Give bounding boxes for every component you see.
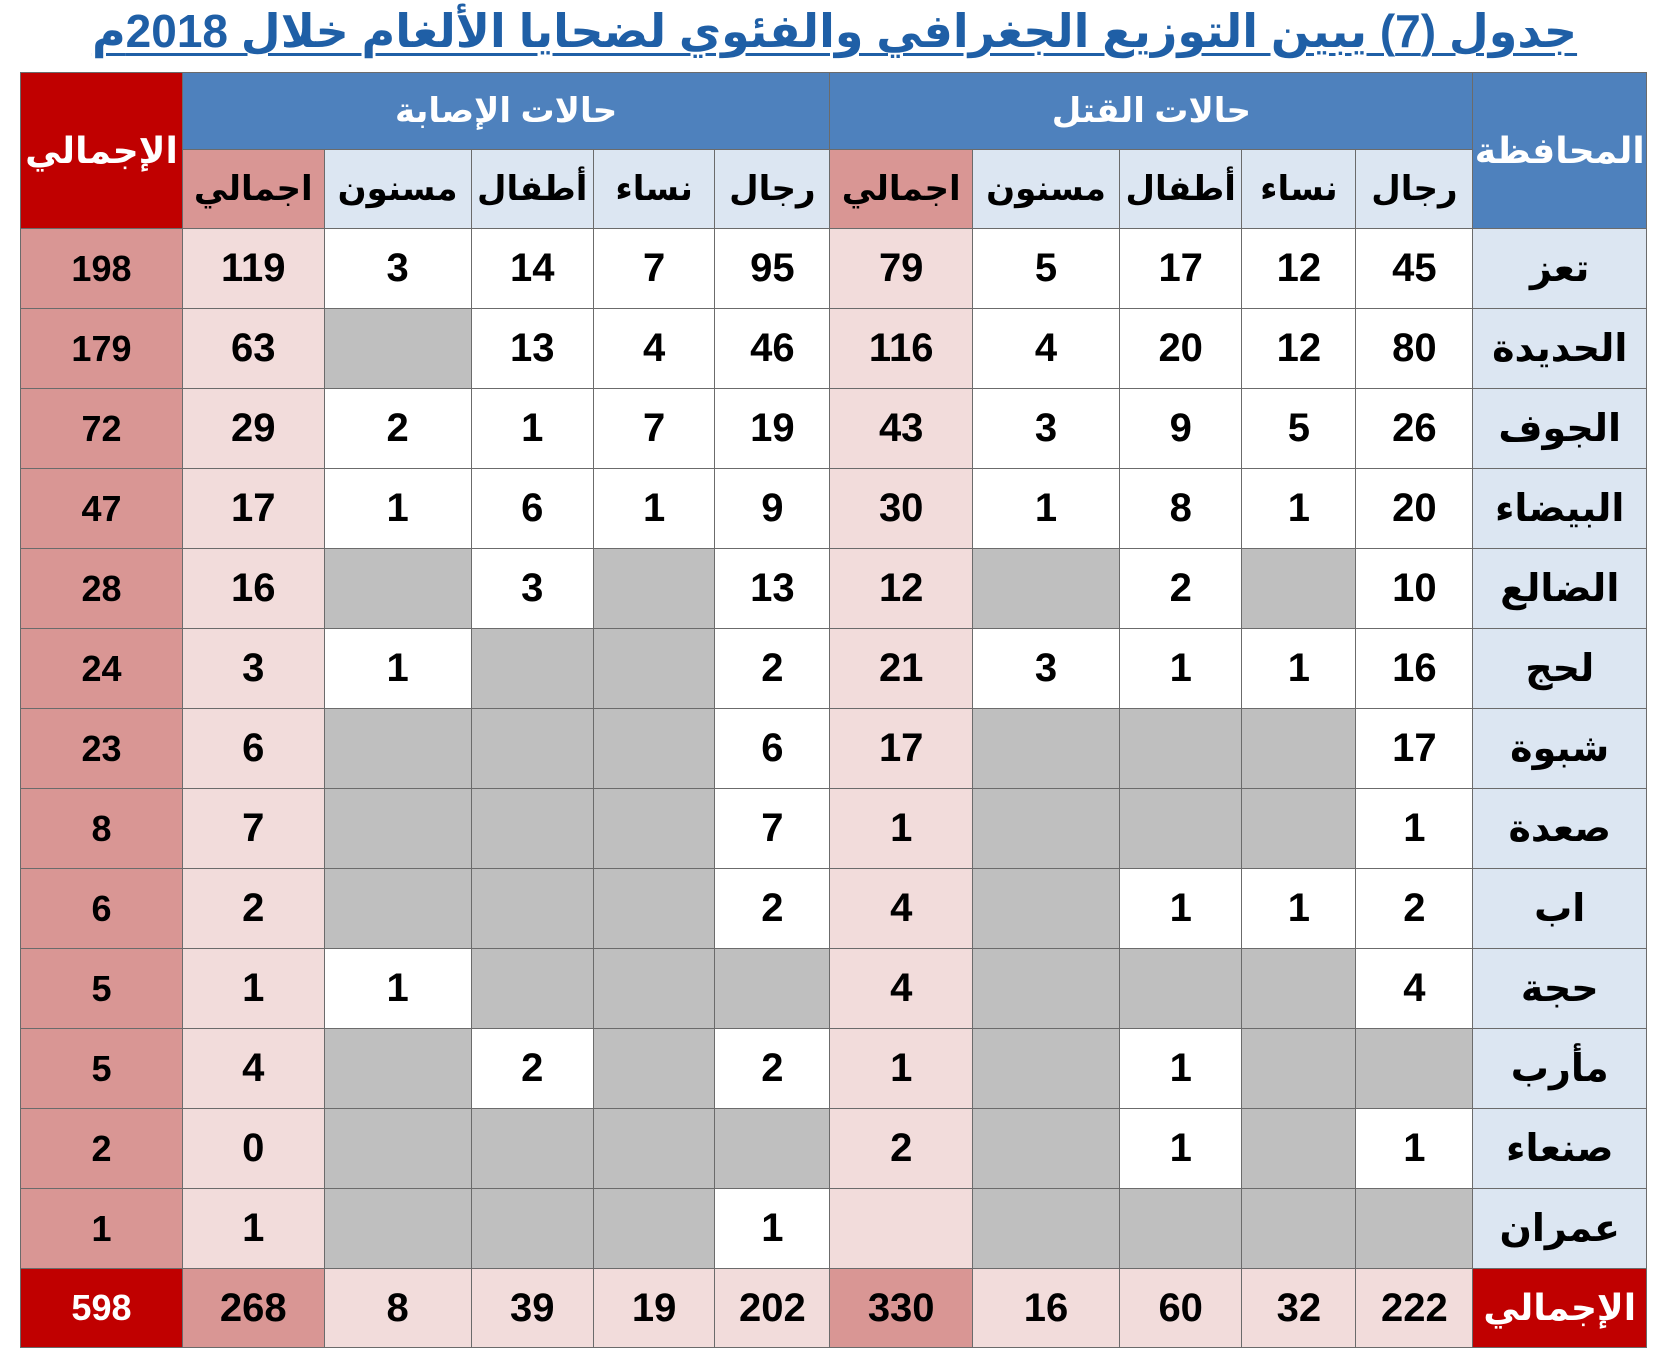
injured-children-header: أطفال [471,150,593,229]
injured-men-cell [715,949,830,1029]
table-row [21,869,1647,949]
killed-children-cell [1119,1189,1241,1269]
total-killed-women-cell: 32 [1242,1269,1356,1348]
killed-total-cell: 21 [830,629,973,709]
injured-women-cell: 4 [593,309,714,389]
injured-men-cell: 46 [715,309,830,389]
injured-women-cell [593,709,714,789]
row-grand-total-cell: 5 [21,949,183,1029]
killed-women-cell [1242,1029,1356,1109]
injured-women-cell [593,1189,714,1269]
row-grand-total-cell: 72 [21,389,183,469]
total-killed-men-cell: 222 [1356,1269,1473,1348]
injured-total-cell: 6 [182,709,324,789]
injured-children-cell [471,709,593,789]
killed-total-cell [830,1189,973,1269]
injured-children-cell: 6 [471,469,593,549]
row-grand-total-cell: 179 [21,309,183,389]
total-injured-women-cell: 19 [593,1269,714,1348]
injured-children-cell [471,869,593,949]
row-grand-total-cell: 24 [21,629,183,709]
killed-elderly-cell [973,789,1120,869]
total-killed-total-cell: 330 [830,1269,973,1348]
killed-men-cell [1356,1189,1473,1269]
injured-children-cell [471,629,593,709]
governorate-name: شبوة [1473,709,1647,789]
row-grand-total-cell: 8 [21,789,183,869]
killed-elderly-cell [973,1189,1120,1269]
killed-men-cell: 17 [1356,709,1473,789]
injured-total-cell: 1 [182,949,324,1029]
injured-women-cell [593,949,714,1029]
governorate-name: عمران [1473,1189,1647,1269]
injured-group-header: حالات الإصابة [182,73,829,150]
totals-label: الإجمالي [1473,1269,1647,1348]
injured-elderly-cell [324,309,471,389]
injured-men-cell: 95 [715,229,830,309]
killed-children-cell: 20 [1119,309,1241,389]
injured-total-cell: 1 [182,1189,324,1269]
governorate-name: صنعاء [1473,1109,1647,1189]
injured-elderly-header: مسنون [324,150,471,229]
killed-women-cell [1242,549,1356,629]
overall-grand-total-cell: 598 [21,1269,183,1348]
killed-total-cell: 17 [830,709,973,789]
killed-men-cell: 2 [1356,869,1473,949]
injured-elderly-cell: 2 [324,389,471,469]
total-killed-children-cell: 60 [1119,1269,1241,1348]
killed-elderly-cell: 5 [973,229,1120,309]
injured-women-header: نساء [593,150,714,229]
injured-men-cell: 13 [715,549,830,629]
governorate-name: الضالع [1473,549,1647,629]
governorate-header: المحافظة [1473,73,1647,229]
killed-women-cell: 1 [1242,629,1356,709]
total-injured-total-cell: 268 [182,1269,324,1348]
governorate-name: اب [1473,869,1647,949]
injured-men-cell [715,1109,830,1189]
killed-men-header: رجال [1356,150,1473,229]
table-row [21,709,1647,789]
injured-children-cell [471,1189,593,1269]
table-row [21,549,1647,629]
killed-total-cell: 12 [830,549,973,629]
total-injured-elderly-cell: 8 [324,1269,471,1348]
killed-total-cell: 4 [830,869,973,949]
killed-men-cell: 20 [1356,469,1473,549]
killed-children-cell: 17 [1119,229,1241,309]
row-grand-total-cell: 1 [21,1189,183,1269]
killed-men-cell: 45 [1356,229,1473,309]
row-grand-total-cell: 47 [21,469,183,549]
table-row [21,389,1647,469]
governorate-name: حجة [1473,949,1647,1029]
killed-men-cell [1356,1029,1473,1109]
grand-total-header: الإجمالي [21,73,183,229]
governorate-name: تعز [1473,229,1647,309]
injured-total-cell: 3 [182,629,324,709]
killed-elderly-cell [973,1029,1120,1109]
killed-elderly-header: مسنون [973,150,1120,229]
killed-men-cell: 10 [1356,549,1473,629]
killed-women-cell [1242,949,1356,1029]
killed-children-cell: 2 [1119,549,1241,629]
row-grand-total-cell: 5 [21,1029,183,1109]
killed-children-header: أطفال [1119,150,1241,229]
table-row [21,1189,1647,1269]
killed-women-cell [1242,1109,1356,1189]
injured-children-cell [471,789,593,869]
killed-total-cell: 30 [830,469,973,549]
injured-children-cell: 14 [471,229,593,309]
injured-total-cell: 2 [182,869,324,949]
killed-men-cell: 80 [1356,309,1473,389]
injured-total-header: اجمالي [182,150,324,229]
killed-women-cell: 1 [1242,869,1356,949]
injured-elderly-cell [324,1029,471,1109]
table-row [21,469,1647,549]
injured-elderly-cell: 1 [324,469,471,549]
killed-elderly-cell [973,1109,1120,1189]
killed-women-cell [1242,789,1356,869]
killed-total-header: اجمالي [830,150,973,229]
killed-elderly-cell [973,869,1120,949]
killed-men-cell: 26 [1356,389,1473,469]
injured-women-cell: 1 [593,469,714,549]
row-grand-total-cell: 23 [21,709,183,789]
row-grand-total-cell: 2 [21,1109,183,1189]
header-row-groups [21,73,1647,150]
killed-children-cell [1119,709,1241,789]
injured-total-cell: 119 [182,229,324,309]
killed-total-cell: 43 [830,389,973,469]
table-row [21,789,1647,869]
killed-women-cell: 12 [1242,229,1356,309]
injured-total-cell: 16 [182,549,324,629]
injured-men-cell: 7 [715,789,830,869]
injured-children-cell [471,1109,593,1189]
injured-men-cell: 19 [715,389,830,469]
injured-total-cell: 63 [182,309,324,389]
injured-children-cell [471,949,593,1029]
injured-women-cell [593,549,714,629]
killed-women-cell: 1 [1242,469,1356,549]
killed-children-cell: 8 [1119,469,1241,549]
table-row [21,229,1647,309]
injured-children-cell: 1 [471,389,593,469]
injured-elderly-cell [324,709,471,789]
killed-total-cell: 116 [830,309,973,389]
injured-men-header: رجال [715,150,830,229]
injured-elderly-cell [324,1189,471,1269]
injured-elderly-cell: 3 [324,229,471,309]
killed-children-cell: 1 [1119,1109,1241,1189]
injured-women-cell [593,789,714,869]
governorate-name: لحج [1473,629,1647,709]
killed-elderly-cell [973,549,1120,629]
injured-elderly-cell [324,869,471,949]
killed-elderly-cell: 1 [973,469,1120,549]
killed-elderly-cell: 4 [973,309,1120,389]
killed-children-cell: 9 [1119,389,1241,469]
killed-group-header: حالات القتل [830,73,1473,150]
total-injured-men-cell: 202 [715,1269,830,1348]
killed-children-cell [1119,789,1241,869]
injured-total-cell: 4 [182,1029,324,1109]
landmine-victims-table [20,72,1647,1348]
injured-elderly-cell: 1 [324,629,471,709]
table-row [21,1029,1647,1109]
injured-elderly-cell: 1 [324,949,471,1029]
killed-children-cell [1119,949,1241,1029]
injured-children-cell: 3 [471,549,593,629]
killed-total-cell: 1 [830,1029,973,1109]
table-row [21,1109,1647,1189]
injured-men-cell: 6 [715,709,830,789]
total-killed-elderly-cell: 16 [973,1269,1120,1348]
killed-men-cell: 1 [1356,789,1473,869]
injured-elderly-cell [324,789,471,869]
killed-elderly-cell: 3 [973,629,1120,709]
injured-women-cell [593,1029,714,1109]
injured-total-cell: 7 [182,789,324,869]
injured-total-cell: 17 [182,469,324,549]
injured-men-cell: 2 [715,869,830,949]
killed-total-cell: 4 [830,949,973,1029]
injured-total-cell: 0 [182,1109,324,1189]
injured-men-cell: 2 [715,1029,830,1109]
killed-children-cell: 1 [1119,869,1241,949]
table-row [21,949,1647,1029]
totals-row [21,1269,1647,1348]
killed-women-header: نساء [1242,150,1356,229]
row-grand-total-cell: 6 [21,869,183,949]
killed-total-cell: 2 [830,1109,973,1189]
injured-children-cell: 13 [471,309,593,389]
injured-elderly-cell [324,549,471,629]
killed-women-cell [1242,1189,1356,1269]
killed-elderly-cell: 3 [973,389,1120,469]
table-row [21,629,1647,709]
governorate-name: البيضاء [1473,469,1647,549]
injured-total-cell: 29 [182,389,324,469]
killed-men-cell: 16 [1356,629,1473,709]
injured-children-cell: 2 [471,1029,593,1109]
table-title: جدول (7) يبين التوزيع الجغرافي والفئوي لضحايا الألغام خلال 2018م [91,5,1578,57]
injured-women-cell [593,869,714,949]
killed-elderly-cell [973,949,1120,1029]
injured-women-cell [593,629,714,709]
killed-men-cell: 4 [1356,949,1473,1029]
injured-women-cell: 7 [593,229,714,309]
killed-total-cell: 1 [830,789,973,869]
injured-men-cell: 9 [715,469,830,549]
governorate-name: صعدة [1473,789,1647,869]
injured-elderly-cell [324,1109,471,1189]
row-grand-total-cell: 198 [21,229,183,309]
killed-total-cell: 79 [830,229,973,309]
killed-men-cell: 1 [1356,1109,1473,1189]
killed-women-cell: 5 [1242,389,1356,469]
header-row-subcategories [21,150,1647,229]
injured-women-cell: 7 [593,389,714,469]
killed-women-cell [1242,709,1356,789]
killed-children-cell: 1 [1119,1029,1241,1109]
governorate-name: مأرب [1473,1029,1647,1109]
row-grand-total-cell: 28 [21,549,183,629]
injured-men-cell: 1 [715,1189,830,1269]
injured-women-cell [593,1109,714,1189]
killed-women-cell: 12 [1242,309,1356,389]
total-injured-children-cell: 39 [471,1269,593,1348]
table-row [21,309,1647,389]
governorate-name: الجوف [1473,389,1647,469]
injured-men-cell: 2 [715,629,830,709]
governorate-name: الحديدة [1473,309,1647,389]
killed-elderly-cell [973,709,1120,789]
killed-children-cell: 1 [1119,629,1241,709]
